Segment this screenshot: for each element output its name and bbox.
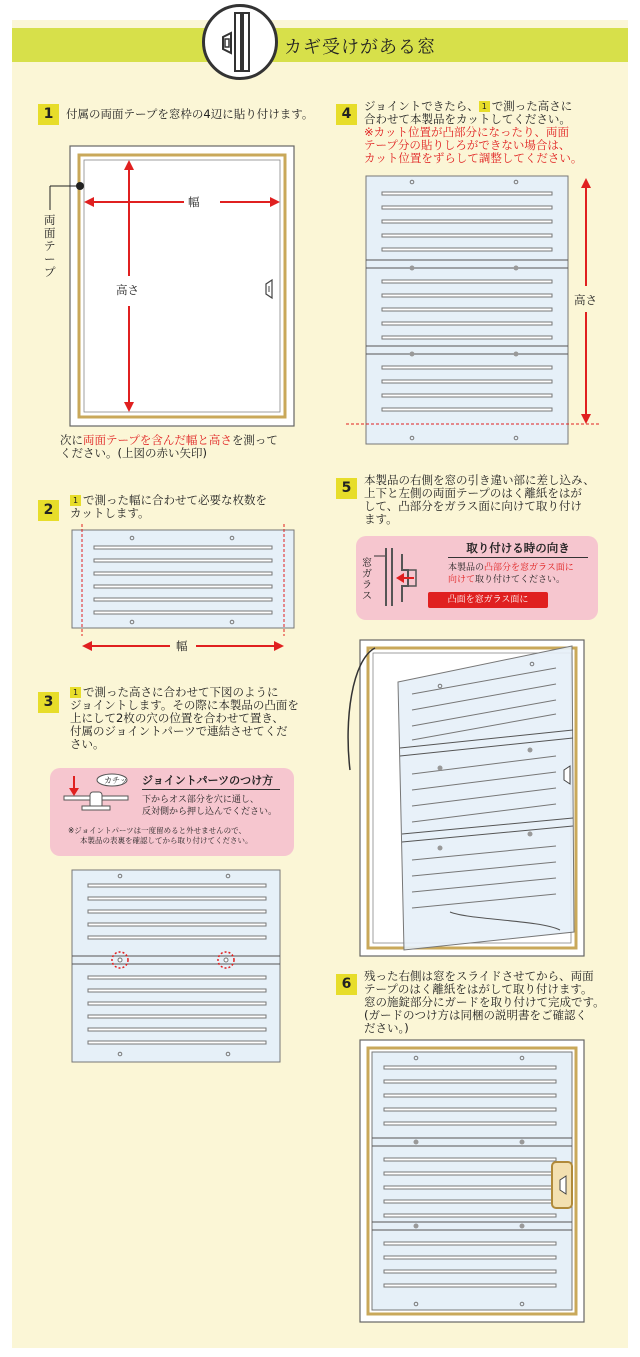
step-number-3: 3	[38, 692, 59, 713]
step-4-line2: 合わせて本製品をカットしてください。	[364, 112, 571, 126]
mount-line1-pre: 本製品の	[448, 563, 485, 573]
step-4-note1: ※カット位置が凸部分になったり、両面	[364, 125, 570, 139]
step-3-line5: さい。	[70, 737, 105, 751]
caption-post: を測って	[231, 433, 278, 447]
step-4-height-label: 高さ	[574, 293, 597, 307]
step-2-line1: で測った幅に合わせて必要な枚数を	[83, 493, 267, 507]
step-6-line4: (ガードのつけ方は同梱の説明書をご確認く	[364, 1008, 587, 1022]
ref-chip: 1	[479, 101, 490, 112]
step-number-5: 5	[336, 478, 357, 499]
step-number-1: 1	[38, 104, 59, 125]
mount-badge: 凸面を窓ガラス面に	[428, 592, 548, 608]
step-number-2: 2	[38, 500, 59, 521]
ref-chip: 1	[70, 495, 81, 506]
height-label: 高さ	[116, 283, 139, 297]
mount-box-title: 取り付ける時の向き	[448, 542, 588, 558]
step-2-width-label: 幅	[176, 639, 188, 653]
step-3-line4: 付属のジョイントパーツで連結させてくだ	[70, 724, 288, 738]
mount-line1-red: 凸部分を窓ガラス面に	[484, 563, 574, 573]
mount-line2-red: 向けて	[448, 575, 476, 585]
step-5-line2: 上下と左側の両面テープのはく離紙をはが	[364, 486, 582, 500]
step-3-line2: ジョイントします。その際に本製品の凸面を	[70, 698, 299, 712]
page-title: カギ受けがある窓	[284, 37, 436, 58]
ref-chip: 1	[70, 687, 81, 698]
step-4-note2: テープ分の貼りしろができない場合は、	[364, 138, 571, 152]
step-4-line1a: ジョイントできたら、	[364, 99, 479, 113]
step-2-line2: カットします。	[70, 506, 150, 520]
step-6-line1: 残った右側は窓をスライドさせてから、両面	[364, 969, 594, 983]
step-5-line4: ます。	[364, 512, 398, 526]
click-label: カチッ	[104, 776, 128, 785]
step-6-line5: ださい。)	[364, 1021, 409, 1035]
joint-box-note1: ※ジョイントパーツは一度留めると外せませんので、	[68, 826, 247, 835]
caption-red: 両面テープを含んだ幅と高さ	[83, 433, 232, 447]
step-4-note3: カット位置をずらして調整してください。	[364, 151, 583, 165]
caption-line2: ください。(上図の赤い矢印)	[60, 446, 207, 460]
width-label: 幅	[188, 195, 200, 209]
step-5-line1: 本製品の右側を窓の引き違い部に差し込み、	[364, 473, 595, 487]
mount-line2-post: 取り付けてください。	[475, 575, 566, 585]
joint-box-line2: 反対側から押し込んでください。	[142, 807, 278, 817]
caption-pre: 次に	[60, 433, 83, 447]
step-1-text: 付属の両面テープを窓枠の4辺に貼り付けます。	[66, 107, 314, 121]
step-5-line3: して、凸部分をガラス面に向けて取り付け	[364, 499, 582, 513]
step-number-6: 6	[336, 974, 357, 995]
step-6-line3: 窓の施錠部分にガードを取り付けて完成です。	[364, 995, 605, 1009]
step-6-line2: テープのはく離紙をはがして取り付けます。	[364, 982, 593, 996]
step-3-line1: で測った高さに合わせて下図のように	[83, 685, 279, 699]
joint-box-title: ジョイントパーツのつけ方	[142, 774, 280, 790]
step-4-line1b: で測った高さに	[491, 99, 573, 113]
tape-label: 両面テープ	[44, 213, 56, 279]
step-3-line3: 上にして2枚の穴の位置を合わせて置き、	[70, 711, 284, 725]
joint-box-note2: 本製品の表裏を確認してから取り付けてください。	[80, 836, 253, 845]
step-number-4: 4	[336, 104, 357, 125]
glass-label: 窓ガラス	[362, 558, 372, 602]
joint-box-line1: 下からオス部分を穴に通し、	[142, 795, 259, 805]
